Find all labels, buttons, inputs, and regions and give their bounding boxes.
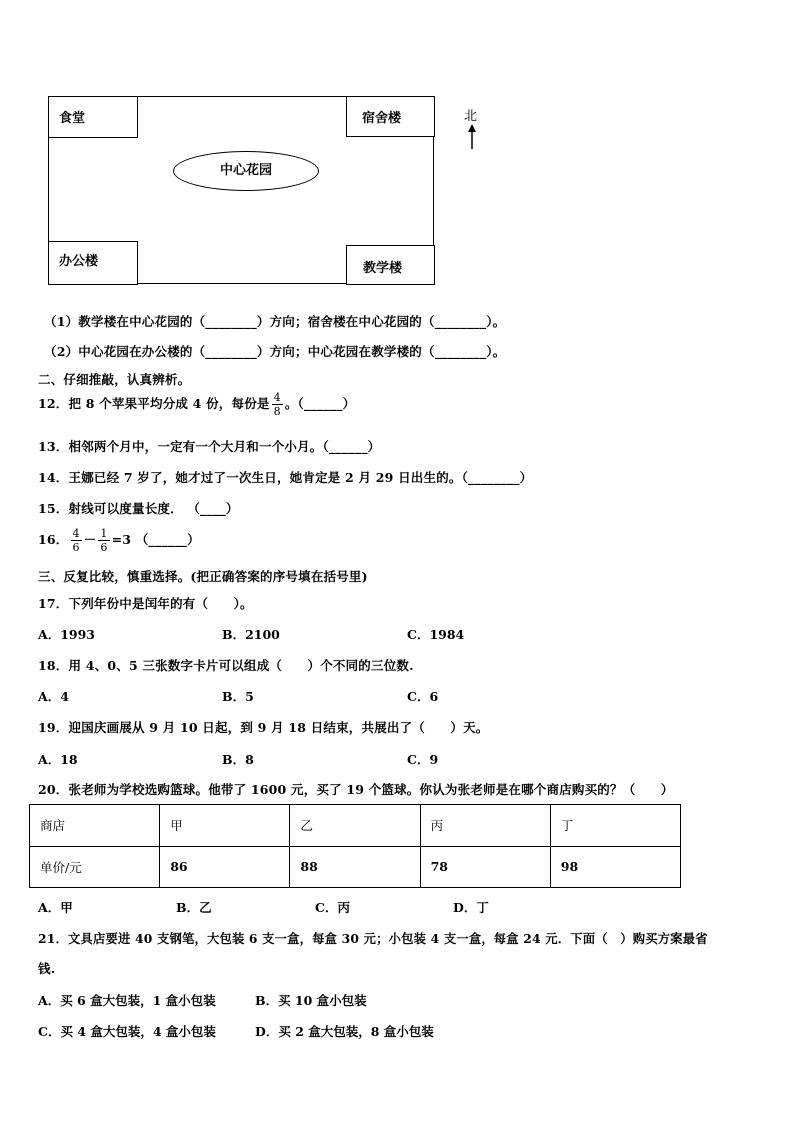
north-arrow-icon xyxy=(466,124,478,150)
section-2-title: 二、仔细推敲，认真辨析。 xyxy=(38,372,191,387)
table-cell: 98 xyxy=(550,846,680,888)
question-12: 12．把 8 个苹果平均分成 4 份，每份是 $\frac{4}{8}$ 。（______） xyxy=(38,391,356,418)
question-13: 13．相邻两个月中，一定有一个大月和一个小月。（______） xyxy=(38,439,381,454)
room-dormitory-label: 宿舍楼 xyxy=(362,111,402,126)
section-3-title: 三、反复比较，慎重选择。(把正确答案的序号填在括号里) xyxy=(38,569,368,584)
q20-option-a: A．甲 xyxy=(38,900,73,915)
q19-option-b: B．8 xyxy=(222,752,254,767)
north-label: 北 xyxy=(464,109,478,124)
table-cell: 丙 xyxy=(420,805,550,847)
q21-option-c: C．买 4 盒大包装，4 盒小包装 xyxy=(38,1024,216,1039)
table-cell: 86 xyxy=(160,846,290,888)
room-teaching xyxy=(346,245,435,285)
q20-option-d: D．丁 xyxy=(453,900,489,915)
question-15: 15．射线可以度量长度． （____） xyxy=(38,501,239,516)
question-18: 18．用 4、0、5 三张数字卡片可以组成（ ）个不同的三位数. xyxy=(38,658,414,673)
question-20: 20．张老师为学校选购篮球。他带了 1600 元，买了 19 个篮球。你认为张老师是在哪个商店购买的？（ ） xyxy=(38,782,674,797)
question-14: 14．王娜已经 7 岁了，她才过了一次生日，她肯定是 2 月 29 日出生的。（________） xyxy=(38,470,533,485)
question-16: 16． $\frac{4}{6}$ － $\frac{1}{6}$ =3 （______） xyxy=(38,527,200,554)
q18-option-c: C．6 xyxy=(407,689,439,704)
question-17: 17．下列年份中是闰年的有（ ）。 xyxy=(38,596,253,611)
q21-option-d: D．买 2 盒大包装，8 盒小包装 xyxy=(255,1024,434,1039)
table-cell: 丁 xyxy=(550,805,680,847)
room-teaching-label: 教学楼 xyxy=(363,261,403,276)
table-cell: 单价/元 xyxy=(30,846,160,888)
fraction-4-8: $\frac{4}{8}$ xyxy=(273,391,281,418)
table-cell: 商店 xyxy=(30,805,160,847)
room-office xyxy=(48,241,138,285)
question-1: （1）教学楼在中心花园的（________）方向；宿舍楼在中心花园的（________）。 xyxy=(44,314,506,329)
room-office-label: 办公楼 xyxy=(59,254,99,269)
central-garden: 中心花园 xyxy=(173,151,319,191)
question-21-cont: 钱. xyxy=(38,961,56,976)
room-canteen-label: 食堂 xyxy=(59,111,86,126)
q18-option-b: B．5 xyxy=(222,689,254,704)
q20-option-b: B．乙 xyxy=(176,900,212,915)
q17-option-a: A．1993 xyxy=(38,627,95,642)
table-cell: 甲 xyxy=(160,805,290,847)
question-19: 19．迎国庆画展从 9 月 10 日起，到 9 月 18 日结束，共展出了（ ）天。 xyxy=(38,720,489,735)
fraction-1-6: $\frac{1}{6}$ xyxy=(100,527,108,554)
q20-option-c: C．丙 xyxy=(315,900,350,915)
table-cell: 88 xyxy=(290,846,420,888)
room-dormitory xyxy=(346,96,435,137)
question-2: （2）中心花园在办公楼的（________）方向；中心花园在教学楼的（________）。 xyxy=(44,344,506,359)
table-cell: 乙 xyxy=(290,805,420,847)
question-21: 21．文具店要进 40 支钢笔，大包装 6 支一盒，每盒 30 元；小包装 4 支一盒，每盒 24 元．下面（ ）购买方案最省 xyxy=(38,931,708,946)
q18-option-a: A．4 xyxy=(38,689,69,704)
table-row xyxy=(30,846,681,888)
q21-option-a: A．买 6 盒大包装，1 盒小包装 xyxy=(38,993,216,1008)
room-canteen xyxy=(48,96,138,138)
q19-option-a: A．18 xyxy=(38,752,78,767)
price-table xyxy=(29,804,681,888)
table-row xyxy=(30,805,681,847)
q17-option-b: B．2100 xyxy=(222,627,280,642)
q17-option-c: C．1984 xyxy=(407,627,465,642)
q21-option-b: B．买 10 盒小包装 xyxy=(255,993,367,1008)
q19-option-c: C．9 xyxy=(407,752,439,767)
table-cell: 78 xyxy=(420,846,550,888)
fraction-4-6: $\frac{4}{6}$ xyxy=(72,527,80,554)
